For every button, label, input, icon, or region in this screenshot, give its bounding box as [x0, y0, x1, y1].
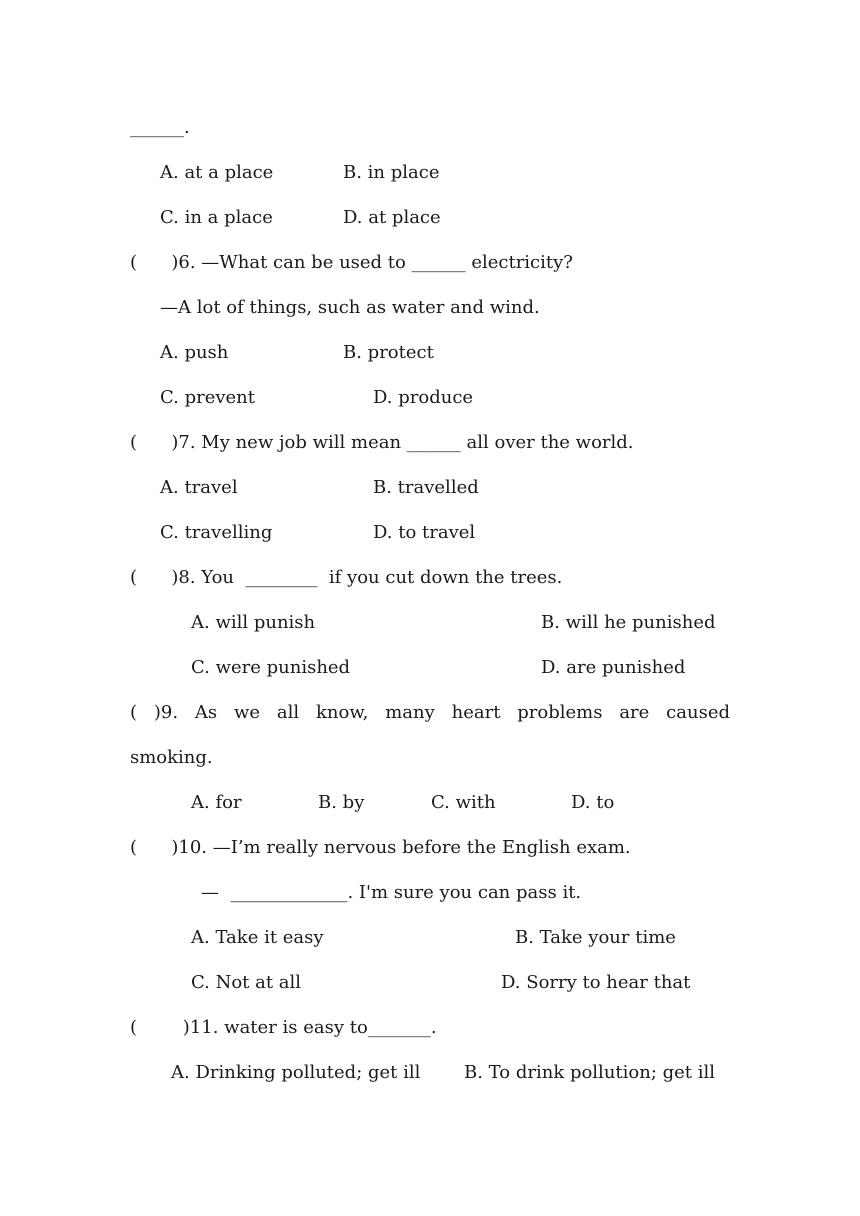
q9-word: many [385, 702, 435, 723]
q6-stem: ( )6. —What can be used to ______ electricity? [130, 252, 573, 273]
q7-option-c: C. travelling [160, 522, 273, 543]
q9-option-c: C. with [431, 792, 496, 813]
q6-reply: —A lot of things, such as water and wind. [160, 297, 540, 318]
q5-option-c: C. in a place [160, 207, 273, 228]
q7-option-d: D. to travel [373, 522, 476, 543]
q9-option-d: D. to [571, 792, 615, 813]
q10-stem: ( )10. —I’m really nervous before the English exam. [130, 837, 631, 858]
q11-option-b: B. To drink pollution; get ill [464, 1062, 716, 1083]
q10-option-a: A. Take it easy [191, 927, 324, 948]
q8-option-b: B. will he punished [541, 612, 716, 633]
q7-stem: ( )7. My new job will mean ______ all over the world. [130, 432, 634, 453]
q9-word: )9. [153, 702, 179, 723]
q11-option-a: A. Drinking polluted; get ill [171, 1062, 421, 1083]
q9-word: are [619, 702, 650, 723]
q6-option-a: A. push [160, 342, 229, 363]
q9-option-a: A. for [191, 792, 242, 813]
q9-stem-continuation: smoking. [130, 747, 213, 768]
q11-stem: ( )11. water is easy to_______. [130, 1017, 437, 1038]
q8-option-a: A. will punish [191, 612, 316, 633]
q5-option-a: A. at a place [160, 162, 274, 183]
q6-option-b: B. protect [343, 342, 434, 363]
q7-option-a: A. travel [160, 477, 238, 498]
q10-option-d: D. Sorry to hear that [501, 972, 691, 993]
q9-stem [130, 701, 730, 725]
q10-option-b: B. Take your time [515, 927, 676, 948]
q6-option-c: C. prevent [160, 387, 256, 408]
q9-word: we [234, 702, 261, 723]
q8-option-d: D. are punished [541, 657, 686, 678]
q9-word: As [194, 702, 218, 723]
q9-word: know, [316, 702, 369, 723]
q9-word: problems [517, 702, 603, 723]
q8-option-c: C. were punished [191, 657, 351, 678]
q9-word: heart [451, 702, 501, 723]
q9-word: caused [666, 702, 730, 723]
q9-word: all [276, 702, 300, 723]
q10-reply: — _____________. I'm sure you can pass it. [201, 882, 582, 903]
q5-option-d: D. at place [343, 207, 441, 228]
q7-option-b: B. travelled [373, 477, 479, 498]
q9-word: ( [130, 702, 138, 723]
q10-option-c: C. Not at all [191, 972, 302, 993]
q9-option-b: B. by [318, 792, 365, 813]
q5-option-b: B. in place [343, 162, 440, 183]
q6-option-d: D. produce [373, 387, 474, 408]
q8-stem: ( )8. You ________ if you cut down the trees. [130, 567, 563, 588]
q5-answer-blank: ______. [130, 117, 190, 138]
